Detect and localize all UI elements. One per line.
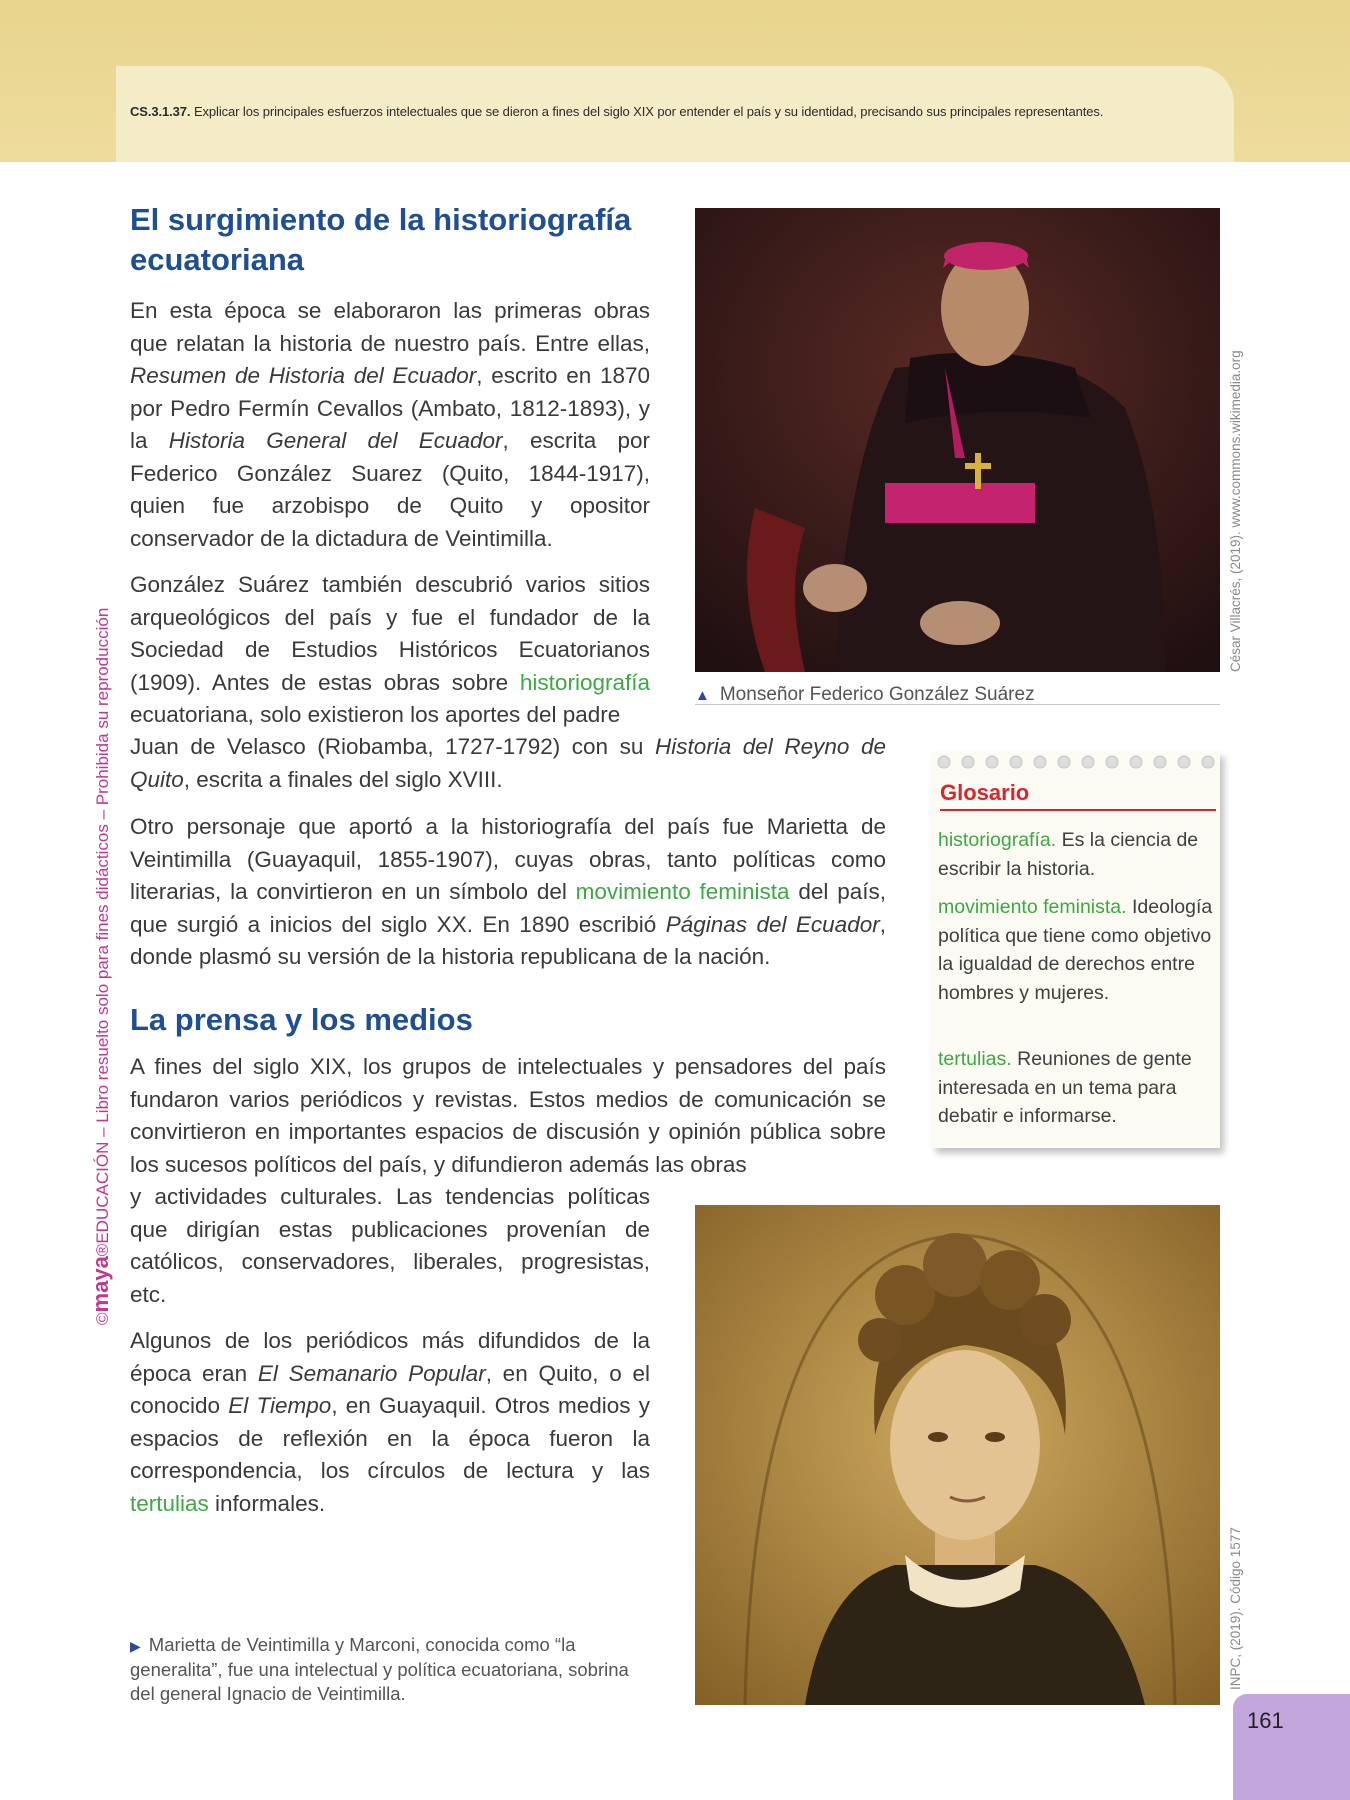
portrait-marietta-veintimilla	[695, 1205, 1220, 1705]
glossary-entry-tertulias: tertulias. Reuniones de gente interesada en un tema para debatir e informarse.	[938, 1048, 1192, 1127]
triangle-right-icon: ▶	[130, 1638, 141, 1654]
skill-code: CS.3.1.37.	[130, 104, 191, 119]
brand-logo: maya	[88, 1256, 113, 1313]
triangle-up-icon: ▲	[695, 687, 710, 704]
paragraph-3: Otro personaje que aportó a la historiografía del país fue Marietta de Veintimilla (Guayaquil, 1855-1907), cuyas obras, tanto políticas como literarias, la convirtieron en un símbolo del movimiento feminista del país, que surgió a inicios del siglo XX. En 1890 escribió Páginas del Ecuador, donde plasmó su versión de la historia republicana de la nación.	[130, 814, 886, 969]
glossary-entry-movimiento-feminista: movimiento feminista. Ideología política que tiene como objetivo la igualdad de derechos entre hombres y mujeres.	[938, 896, 1213, 1004]
caption-portrait-1-text: Monseñor Federico González Suárez	[719, 684, 1035, 705]
notebook-rings-icon	[932, 752, 1220, 776]
paragraph-4-bottom: y actividades culturales. Las tendencias políticas que dirigían estas publicaciones provenían de católicos, conservadores, liberales, progresistas, etc.	[130, 1184, 650, 1307]
page-number: 161	[1247, 1708, 1284, 1733]
paragraph-2-top: González Suárez también descubrió varios sitios arqueológicos del país y fue el fundador de la Sociedad de Estudios Históricos Ecuatorianos (1909). Antes de estas obras sobre historiografía ecuatoriana, solo existieron los aportes del padre	[130, 572, 650, 727]
glossary-link-movimiento-feminista[interactable]: movimiento feminista	[575, 879, 790, 904]
credit-portrait-2: INPC, (2019). Código 1577	[1228, 1527, 1243, 1690]
skill-text	[130, 104, 1103, 119]
skill-box	[116, 66, 1234, 162]
glossary-link-tertulias[interactable]: tertulias	[130, 1490, 209, 1516]
skill-description: Explicar los principales esfuerzos intelectuales que se dieron a fines del siglo XIX por entender el país y su identidad, precisando sus principales representantes.	[193, 104, 1104, 119]
section-title-historiografia: El surgimiento de la historiografía ecuatoriana	[130, 202, 632, 277]
portrait-gonzalez-suarez	[695, 208, 1220, 672]
credit-portrait-1: César Villacrés, (2019). www.commons.wikimedia.org	[1228, 350, 1243, 672]
paragraph-2-bottom: Juan de Velasco (Riobamba, 1727-1792) con su Historia del Reyno de Quito, escrita a finales del siglo XVIII.	[130, 734, 886, 792]
glossary-entry-historiografia: historiografía. Es la ciencia de escribir la historia.	[938, 829, 1199, 880]
registered-symbol: ®	[93, 1243, 112, 1257]
glossary-link-historiografia[interactable]: historiografía	[519, 669, 650, 695]
glossary-box	[932, 752, 1220, 1148]
paragraph-4-top: A fines del siglo XIX, los grupos de intelectuales y pensadores del país fundaron varios periódicos y revistas. Estos medios de comunicación se convirtieron en importantes espacios de discusión y opinión pública sobre los sucesos políticos del país, y difundieron además las obras	[130, 1054, 886, 1177]
caption-portrait-1	[695, 684, 1220, 705]
copyright-symbol: ©	[93, 1312, 112, 1325]
page-number-box	[1233, 1694, 1350, 1800]
glossary-title: Glosario	[940, 780, 1216, 811]
section-title-prensa: La prensa y los medios	[130, 1002, 473, 1037]
side-notice	[88, 608, 114, 1325]
paragraph-1: En esta época se elaboraron las primeras obras que relatan la historia de nuestro país. Entre ellas, Resumen de Historia del Ecuador, escrito en 1870 por Pedro Fermín Cevallos (Ambato, 1812-1893), y la Historia General del Ecuador, escrita por Federico González Suarez (Quito, 1844-1917), quien fue arzobispo de Quito y opositor conservador de la dictadura de Veintimilla.	[130, 298, 651, 551]
caption-portrait-2	[130, 1633, 650, 1706]
caption-portrait-2-text: Marietta de Veintimilla y Marconi, conocida como “la generalita”, fue una intelectual y política ecuatoriana, sobrina del general Ignacio de Veintimilla.	[130, 1634, 629, 1704]
paragraph-5: Algunos de los periódicos más difundidos de la época eran El Semanario Popular, en Quito, o el conocido El Tiempo, en Guayaquil. Otros medios y espacios de reflexión en la época fueron la correspondencia, los círculos de lectura y las tertulias informales.	[130, 1328, 650, 1516]
side-notice-text: EDUCACIÓN – Libro resuelto solo para fines didácticos – Prohibida su reproducción	[93, 607, 112, 1244]
